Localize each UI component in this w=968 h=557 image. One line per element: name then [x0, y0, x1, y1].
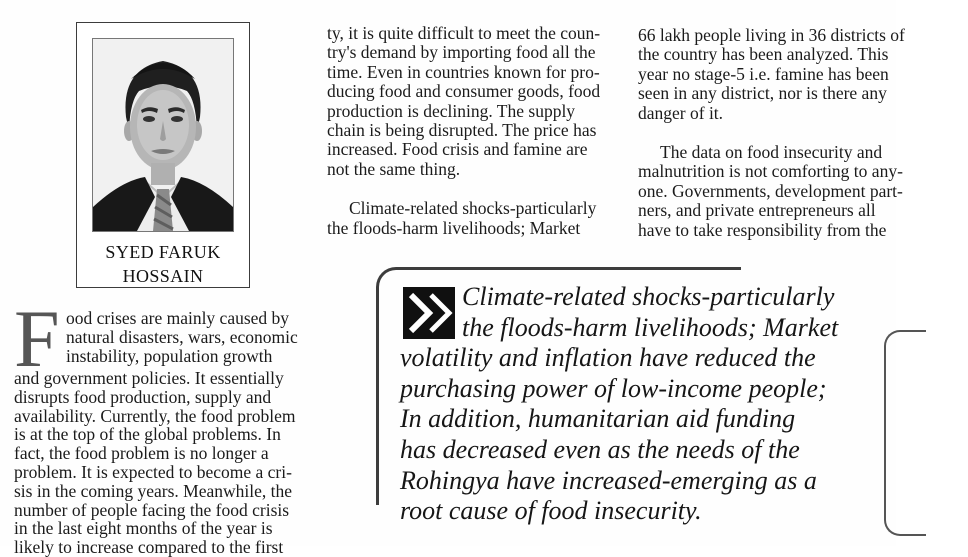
text-line: ducing food and consumer goods, food	[327, 81, 601, 102]
text-line: year no stage-5 i.e. famine has been	[638, 63, 889, 84]
text-line: production is declining. The supply	[327, 100, 576, 121]
text-line: ty, it is quite difficult to meet the coun-	[327, 23, 601, 43]
author-name-line2: HOSSAIN	[122, 266, 204, 286]
quote-line: the floods-harm livelihoods; Market	[462, 312, 839, 342]
paragraph	[638, 143, 968, 240]
text-line: 66 lakh people living in 36 districts of	[638, 25, 905, 45]
adjacent-box-frame	[884, 330, 926, 536]
text-line: number of people facing the food crisis	[14, 499, 290, 520]
text-line: sis in the coming years. Meanwhile, the	[14, 480, 292, 501]
dropcap-lines	[66, 309, 298, 365]
text-line: natural disasters, wars, economic	[66, 326, 298, 347]
text-line: in the last eight months of the year is	[14, 518, 273, 539]
paragraph	[327, 199, 627, 238]
text-line: the country has been analyzed. This	[638, 44, 889, 65]
text-line: fact, the food problem is no longer a	[14, 443, 269, 464]
quote-line: In addition, humanitarian aid funding	[400, 404, 796, 434]
text-line: likely to increase compared to the first	[14, 537, 284, 557]
text-line: disrupts food production, supply and	[14, 386, 272, 407]
quote-line: has decreased even as the needs of the	[400, 434, 800, 464]
text-line: ners, and private entrepreneurs all	[638, 200, 876, 221]
paragraph	[327, 24, 627, 179]
text-line: availability. Currently, the food problem	[14, 405, 296, 426]
text-line: chain is being disrupted. The price has	[327, 120, 597, 141]
author-name-line1: SYED FARUK	[105, 242, 221, 262]
pullquote-text	[400, 282, 880, 527]
text-line: seen in any district, nor is there any	[638, 83, 887, 104]
article-column-2	[327, 24, 627, 238]
paragraph	[638, 26, 968, 123]
paragraph-gap	[638, 123, 968, 143]
paragraph	[14, 369, 318, 557]
text-line: ood crises are mainly caused by	[66, 308, 290, 328]
text-line: not the same thing.	[327, 158, 461, 179]
article-column-3	[638, 26, 968, 240]
text-line: malnutrition is not comforting to any-	[638, 161, 903, 182]
text-line: problem. It is expected to become a cri-	[14, 461, 292, 482]
text-line: and government policies. It essentially	[14, 368, 284, 388]
text-line: The data on food insecurity and	[660, 142, 883, 163]
text-line: increased. Food crisis and famine are	[327, 139, 588, 160]
quote-line: root cause of food insecurity.	[400, 496, 702, 526]
quote-line: Rohingya have increased-emerging as a	[400, 465, 817, 495]
text-line: is at the top of the global problems. In	[14, 424, 281, 445]
text-line: try's demand by importing food all the	[327, 42, 596, 63]
text-line: have to take responsibility from the	[638, 219, 887, 240]
author-name	[77, 240, 249, 288]
text-line: instability, population growth	[66, 345, 273, 366]
quote-line: volatility and inflation have reduced the	[400, 343, 816, 373]
article-column-1	[14, 293, 318, 557]
portrait-photo	[92, 38, 234, 232]
paragraph-gap	[327, 179, 627, 199]
text-line: the floods-harm livelihoods; Market	[327, 217, 581, 238]
quote-line: Climate-related shocks-particularly	[462, 282, 835, 311]
text-line: one. Governments, development part-	[638, 180, 903, 201]
drop-cap: F	[14, 293, 60, 384]
text-line: danger of it.	[638, 102, 724, 123]
text-line: Climate-related shocks-particularly	[349, 198, 597, 219]
author-photo-card	[76, 22, 250, 288]
quote-line: purchasing power of low-income people;	[400, 373, 827, 403]
text-line: time. Even in countries known for pro-	[327, 61, 600, 82]
portrait-photo-graphic	[93, 39, 233, 231]
